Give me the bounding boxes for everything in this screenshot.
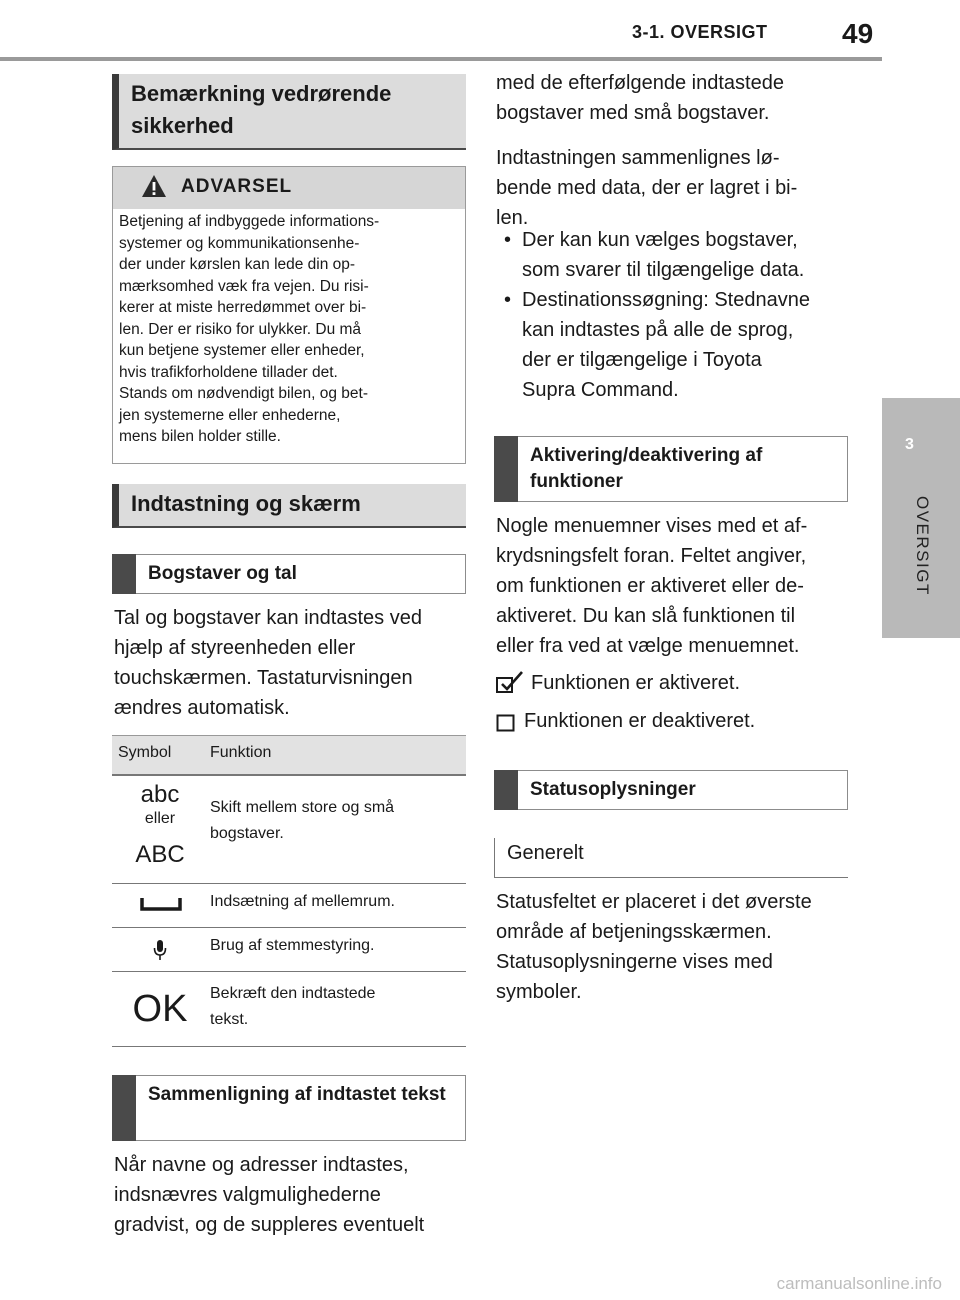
list-item: • Destinationssøgning: Stednavne kan indtastes på alle de sprog, der er tilgængelige i Toyota Supra Command. xyxy=(496,285,866,405)
function-line: tekst. xyxy=(210,1011,249,1028)
letters-paragraph xyxy=(114,603,474,723)
text-line: Statusoplysningerne vises med xyxy=(496,951,773,973)
warning-line: kerer at miste herredømmet over bi- xyxy=(119,299,367,316)
text-line: ændres automatisk. xyxy=(114,697,290,719)
function-line: Indsætning af mellemrum. xyxy=(210,893,395,910)
status-subheading-text: Statusoplysninger xyxy=(530,779,696,800)
warning-line: jen systemerne eller enhederne, xyxy=(119,406,341,424)
warning-line: systemer og kommunikationsenhe- xyxy=(119,234,360,252)
warning-box xyxy=(112,166,466,464)
table-row xyxy=(112,927,466,972)
text-line: bende med data, der er lagret i bi- xyxy=(496,177,798,199)
warning-title: ADVARSEL xyxy=(181,176,293,197)
function-line: bogstaver. xyxy=(210,825,284,842)
text-line: Statusfeltet er placeret i det øverste xyxy=(496,891,812,913)
microphone-icon xyxy=(153,939,167,961)
warning-line: mærksomhed væk fra vejen. Du risi- xyxy=(119,277,369,295)
input-heading xyxy=(112,484,466,528)
text-line: aktiveret. Du kan slå funktionen til xyxy=(496,605,796,627)
chapter-label: OVERSIGT xyxy=(913,496,932,596)
activation-subheading-text: Aktivering/deaktivering af funktioner xyxy=(530,445,763,492)
warning-line: mens bilen holder stille. xyxy=(119,428,281,445)
text-line: Nogle menuemner vises med et af- xyxy=(496,515,808,537)
symbol-or-label: eller xyxy=(144,810,176,827)
text-line: len. xyxy=(496,207,529,229)
warning-text xyxy=(119,211,459,448)
text-line: bogstaver med små bogstaver. xyxy=(496,102,770,124)
warning-line: Stands om nødvendigt bilen, og bet- xyxy=(119,385,369,402)
checked-box-icon xyxy=(496,670,524,694)
text-line: eller fra ved at vælge menuemnet. xyxy=(496,635,800,657)
unchecked-label: Funktionen er deaktiveret. xyxy=(524,710,756,732)
ok-symbol: OK xyxy=(132,988,188,1030)
letters-subheading-text: Bogstaver og tal xyxy=(148,563,297,584)
input-heading-text: Indtastning og skærm xyxy=(131,491,361,516)
chapter-tab xyxy=(882,398,960,638)
table-header xyxy=(112,735,466,776)
bullet-list xyxy=(496,225,866,405)
unchecked-box-icon xyxy=(496,714,516,732)
general-subsection xyxy=(494,838,848,878)
activation-subheading xyxy=(494,436,848,502)
table-header-function: Funktion xyxy=(210,744,272,761)
function-line: Brug af stemmestyring. xyxy=(210,937,375,954)
table-row xyxy=(112,773,466,884)
text-line: touchskærmen. Tastaturvisningen xyxy=(114,667,413,689)
table-row xyxy=(112,971,466,1047)
subheading-bar xyxy=(494,436,518,502)
table-header-symbol: Symbol xyxy=(118,744,172,761)
text-line: symboler. xyxy=(496,981,582,1003)
section-title: 3-1. OVERSIGT xyxy=(632,22,768,42)
lowercase-symbol: abc xyxy=(140,781,180,808)
text-line: der er tilgængelige i Toyota xyxy=(522,349,762,371)
page-number: 49 xyxy=(842,18,874,49)
chapter-number: 3 xyxy=(905,436,914,453)
text-line: Der kan kun vælges bogstaver, xyxy=(522,229,798,251)
text-line: Supra Command. xyxy=(522,379,679,401)
status-paragraph xyxy=(496,887,866,1007)
text-line: indsnævres valgmulighederne xyxy=(114,1184,381,1206)
subheading-bar xyxy=(494,770,518,810)
subheading-bar xyxy=(112,1075,136,1141)
text-line: Når navne og adresser indtastes, xyxy=(114,1154,409,1176)
text-line: gradvist, og de suppleres eventuelt xyxy=(114,1214,425,1236)
warning-line: Betjening af indbyggede informations- xyxy=(119,213,380,230)
list-item: • Der kan kun vælges bogstaver, som svarer til tilgængelige data. xyxy=(496,225,866,285)
space-bar-icon xyxy=(140,895,182,913)
intro-paragraph xyxy=(496,68,866,233)
text-line: med de efterfølgende indtastede xyxy=(496,72,784,94)
letters-subheading xyxy=(112,554,466,594)
text-line: om funktionen er aktiveret eller de- xyxy=(496,575,804,597)
checked-label: Funktionen er aktiveret. xyxy=(531,672,740,694)
watermark: carmanualsonline.info xyxy=(776,1274,942,1293)
header-rule xyxy=(0,57,882,61)
status-subheading xyxy=(494,770,848,810)
text-line: Destinationssøgning: Stednavne xyxy=(522,289,810,311)
subheading-bar xyxy=(112,554,136,594)
text-line: Tal og bogstaver kan indtastes ved xyxy=(114,607,422,629)
activation-paragraph xyxy=(496,511,866,661)
safety-heading xyxy=(112,74,466,150)
table-row xyxy=(112,883,466,928)
compare-subheading xyxy=(112,1075,466,1141)
compare-subheading-text: Sammenligning af indtastet tekst xyxy=(148,1084,446,1105)
text-line: kan indtastes på alle de sprog, xyxy=(522,319,794,341)
text-line: hjælp af styreenheden eller xyxy=(114,637,356,659)
function-line: Skift mellem store og små xyxy=(210,799,395,816)
text-line: krydsningsfelt foran. Feltet angiver, xyxy=(496,545,807,567)
text-line: område af betjeningsskærmen. xyxy=(496,921,772,943)
text-line: som svarer til tilgængelige data. xyxy=(522,259,805,281)
warning-triangle-icon xyxy=(141,174,167,198)
text-line: Indtastningen sammenlignes lø- xyxy=(496,147,780,169)
uppercase-symbol: ABC xyxy=(135,841,185,868)
warning-header xyxy=(113,167,465,209)
function-line: Bekræft den indtastede xyxy=(210,985,376,1002)
warning-line: der under kørslen kan lede din op- xyxy=(119,256,356,273)
warning-line: len. Der er risiko for ulykker. Du må xyxy=(119,320,362,338)
compare-paragraph xyxy=(114,1150,474,1240)
warning-line: kun betjene systemer eller enheder, xyxy=(119,342,365,359)
warning-line: hvis trafikforholdene tillader det. xyxy=(119,363,338,381)
general-label: Generelt xyxy=(507,842,584,864)
safety-heading-text: Bemærkning vedrørende sikkerhed xyxy=(131,81,392,138)
